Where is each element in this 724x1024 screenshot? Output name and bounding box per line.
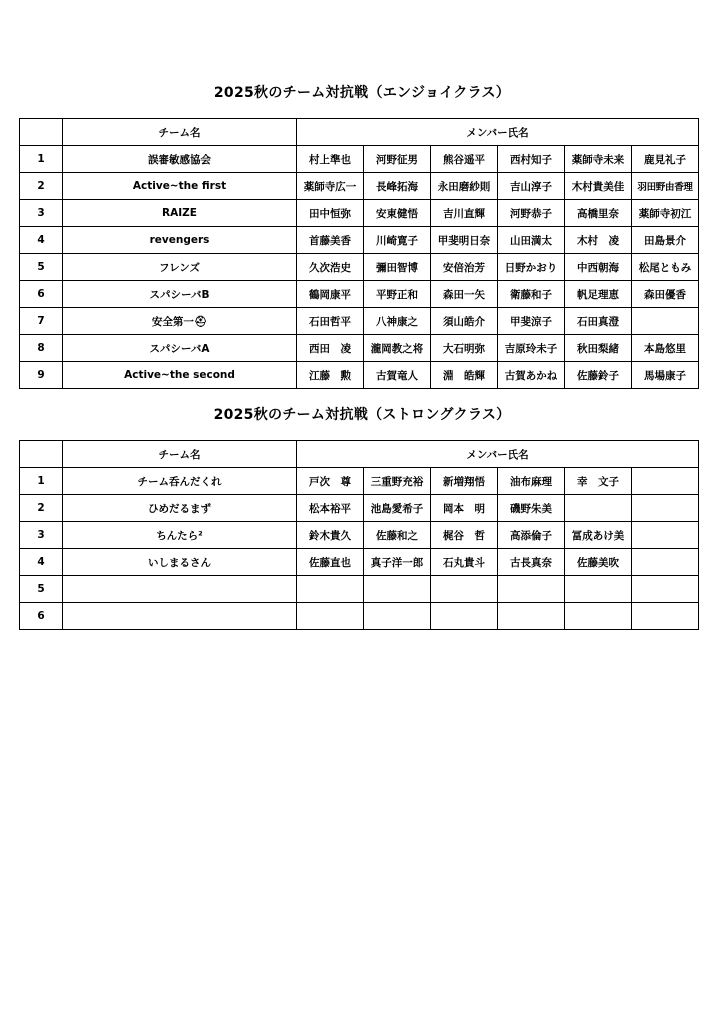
member-name-cell	[632, 308, 699, 335]
row-number: 8	[20, 335, 63, 362]
member-name-cell: 佐藤鈴子	[565, 362, 632, 389]
team-name-cell: Active~the first	[63, 173, 297, 200]
member-name-cell	[498, 576, 565, 603]
row-number: 5	[20, 254, 63, 281]
member-name-cell: 冨成あけ美	[565, 522, 632, 549]
member-name-cell: 山田満太	[498, 227, 565, 254]
team-name-cell: いしまるさん	[63, 549, 297, 576]
member-name-cell	[632, 549, 699, 576]
member-name-cell: 森田一矢	[431, 281, 498, 308]
team-name-cell: ひめだるまず	[63, 495, 297, 522]
member-name-cell	[565, 576, 632, 603]
header-team-name: チーム名	[63, 441, 297, 468]
header-member-names: メンバー氏名	[297, 119, 699, 146]
member-name-cell: 新増翔悟	[431, 468, 498, 495]
member-name-cell: 淵 皓輝	[431, 362, 498, 389]
member-name-cell	[632, 468, 699, 495]
member-name-cell: 日野かおり	[498, 254, 565, 281]
member-name-cell: 梶谷 哲	[431, 522, 498, 549]
row-number: 6	[20, 603, 63, 630]
member-name-cell: 鈴木貴久	[297, 522, 364, 549]
table-row	[20, 200, 699, 227]
row-number: 7	[20, 308, 63, 335]
member-name-cell: 池島愛希子	[364, 495, 431, 522]
row-number: 4	[20, 227, 63, 254]
member-name-cell: 久次浩史	[297, 254, 364, 281]
member-name-cell: 古賀竜人	[364, 362, 431, 389]
table-row	[20, 576, 699, 603]
table-row	[20, 335, 699, 362]
member-name-cell: 村上準也	[297, 146, 364, 173]
member-name-cell: 石田真澄	[565, 308, 632, 335]
member-name-cell	[431, 576, 498, 603]
team-name-cell: ちんたら²	[63, 522, 297, 549]
member-name-cell	[632, 522, 699, 549]
member-name-cell: 石丸貴斗	[431, 549, 498, 576]
table-row	[20, 468, 699, 495]
member-name-cell: 甲斐涼子	[498, 308, 565, 335]
member-name-cell: 永田磨紗則	[431, 173, 498, 200]
member-name-cell: 川崎寛子	[364, 227, 431, 254]
header-number	[20, 441, 63, 468]
member-name-cell: 佐藤直也	[297, 549, 364, 576]
row-number: 2	[20, 173, 63, 200]
member-name-cell	[632, 495, 699, 522]
member-name-cell: 木村貴美佳	[565, 173, 632, 200]
header-member-names: メンバー氏名	[297, 441, 699, 468]
member-name-cell: 佐藤美吹	[565, 549, 632, 576]
member-name-cell: 松尾ともみ	[632, 254, 699, 281]
member-name-cell: 須山皓介	[431, 308, 498, 335]
team-name-cell: 安全第一⛑	[63, 308, 297, 335]
table-row	[20, 549, 699, 576]
team-name-cell: Active~the second	[63, 362, 297, 389]
member-name-cell: 西田 凌	[297, 335, 364, 362]
member-name-cell: 田島景介	[632, 227, 699, 254]
member-name-cell: 木村 凌	[565, 227, 632, 254]
member-name-cell: 中西朝海	[565, 254, 632, 281]
member-name-cell: 鹿見礼子	[632, 146, 699, 173]
member-name-cell: 彌田智博	[364, 254, 431, 281]
member-name-cell: 江藤 勲	[297, 362, 364, 389]
member-name-cell: 油布麻理	[498, 468, 565, 495]
member-name-cell	[565, 495, 632, 522]
table-row	[20, 308, 699, 335]
member-name-cell	[632, 603, 699, 630]
member-name-cell: 薬師寺未来	[565, 146, 632, 173]
team-name-cell: スパシーバA	[63, 335, 297, 362]
member-name-cell	[364, 603, 431, 630]
member-name-cell: 馬場康子	[632, 362, 699, 389]
member-name-cell	[498, 603, 565, 630]
member-name-cell: 磯野朱美	[498, 495, 565, 522]
member-name-cell: 衛藤和子	[498, 281, 565, 308]
member-name-cell	[431, 603, 498, 630]
member-name-cell	[565, 603, 632, 630]
enjoy-class-table	[19, 118, 699, 389]
team-name-cell: revengers	[63, 227, 297, 254]
member-name-cell: 安倍治芳	[431, 254, 498, 281]
member-name-cell: 秋田梨緒	[565, 335, 632, 362]
member-name-cell: 古賀あかね	[498, 362, 565, 389]
table-row	[20, 173, 699, 200]
member-name-cell: 岡本 明	[431, 495, 498, 522]
member-name-cell: 戸次 尊	[297, 468, 364, 495]
member-name-cell: 薬師寺初江	[632, 200, 699, 227]
table-row	[20, 362, 699, 389]
table-row	[20, 522, 699, 549]
member-name-cell: 西村知子	[498, 146, 565, 173]
row-number: 1	[20, 468, 63, 495]
table-row	[20, 603, 699, 630]
member-name-cell: 平野正和	[364, 281, 431, 308]
member-name-cell: 吉川直輝	[431, 200, 498, 227]
member-name-cell: 幸 文子	[565, 468, 632, 495]
member-name-cell: 瀧岡教之将	[364, 335, 431, 362]
member-name-cell: 田中恒弥	[297, 200, 364, 227]
member-name-cell: 佐藤和之	[364, 522, 431, 549]
table-row	[20, 254, 699, 281]
table-row	[20, 495, 699, 522]
team-name-cell: スパシーバB	[63, 281, 297, 308]
strong-class-title: 2025秋のチーム対抗戦（ストロングクラス）	[213, 407, 511, 423]
table-row	[20, 146, 699, 173]
row-number: 2	[20, 495, 63, 522]
member-name-cell: 古長真奈	[498, 549, 565, 576]
row-number: 4	[20, 549, 63, 576]
member-name-cell: 大石明弥	[431, 335, 498, 362]
member-name-cell	[364, 576, 431, 603]
team-name-cell: 誤審敏感協会	[63, 146, 297, 173]
table-row	[20, 281, 699, 308]
member-name-cell: 河野恭子	[498, 200, 565, 227]
member-name-cell	[297, 603, 364, 630]
member-name-cell: 高橋里奈	[565, 200, 632, 227]
member-name-cell: 八神康之	[364, 308, 431, 335]
member-name-cell: 本島悠里	[632, 335, 699, 362]
header-team-name: チーム名	[63, 119, 297, 146]
row-number: 1	[20, 146, 63, 173]
row-number: 6	[20, 281, 63, 308]
enjoy-class-title: 2025秋のチーム対抗戦（エンジョイクラス）	[213, 85, 511, 101]
header-number	[20, 119, 63, 146]
member-name-cell: 長峰拓海	[364, 173, 431, 200]
member-name-cell: 三重野充裕	[364, 468, 431, 495]
table-row	[20, 227, 699, 254]
member-name-cell: 羽田野由香理	[632, 173, 699, 200]
table-header-row	[20, 441, 699, 468]
member-name-cell: 熊谷遥平	[431, 146, 498, 173]
team-name-cell: フレンズ	[63, 254, 297, 281]
member-name-cell: 吉山淳子	[498, 173, 565, 200]
row-number: 5	[20, 576, 63, 603]
team-name-cell	[63, 576, 297, 603]
member-name-cell: 首藤美香	[297, 227, 364, 254]
team-name-cell	[63, 603, 297, 630]
row-number: 3	[20, 522, 63, 549]
row-number: 9	[20, 362, 63, 389]
member-name-cell	[297, 576, 364, 603]
member-name-cell: 松本裕平	[297, 495, 364, 522]
member-name-cell: 安東健悟	[364, 200, 431, 227]
member-name-cell: 河野征男	[364, 146, 431, 173]
member-name-cell: 鶴岡康平	[297, 281, 364, 308]
member-name-cell: 森田優香	[632, 281, 699, 308]
member-name-cell	[632, 576, 699, 603]
member-name-cell: 石田哲平	[297, 308, 364, 335]
strong-class-table	[19, 440, 699, 630]
member-name-cell: 帆足理恵	[565, 281, 632, 308]
member-name-cell: 甲斐明日奈	[431, 227, 498, 254]
table-header-row	[20, 119, 699, 146]
member-name-cell: 吉原玲未子	[498, 335, 565, 362]
member-name-cell: 真子洋一郎	[364, 549, 431, 576]
team-name-cell: RAIZE	[63, 200, 297, 227]
row-number: 3	[20, 200, 63, 227]
member-name-cell: 高添倫子	[498, 522, 565, 549]
team-name-cell: チーム呑んだくれ	[63, 468, 297, 495]
member-name-cell: 薬師寺広一	[297, 173, 364, 200]
